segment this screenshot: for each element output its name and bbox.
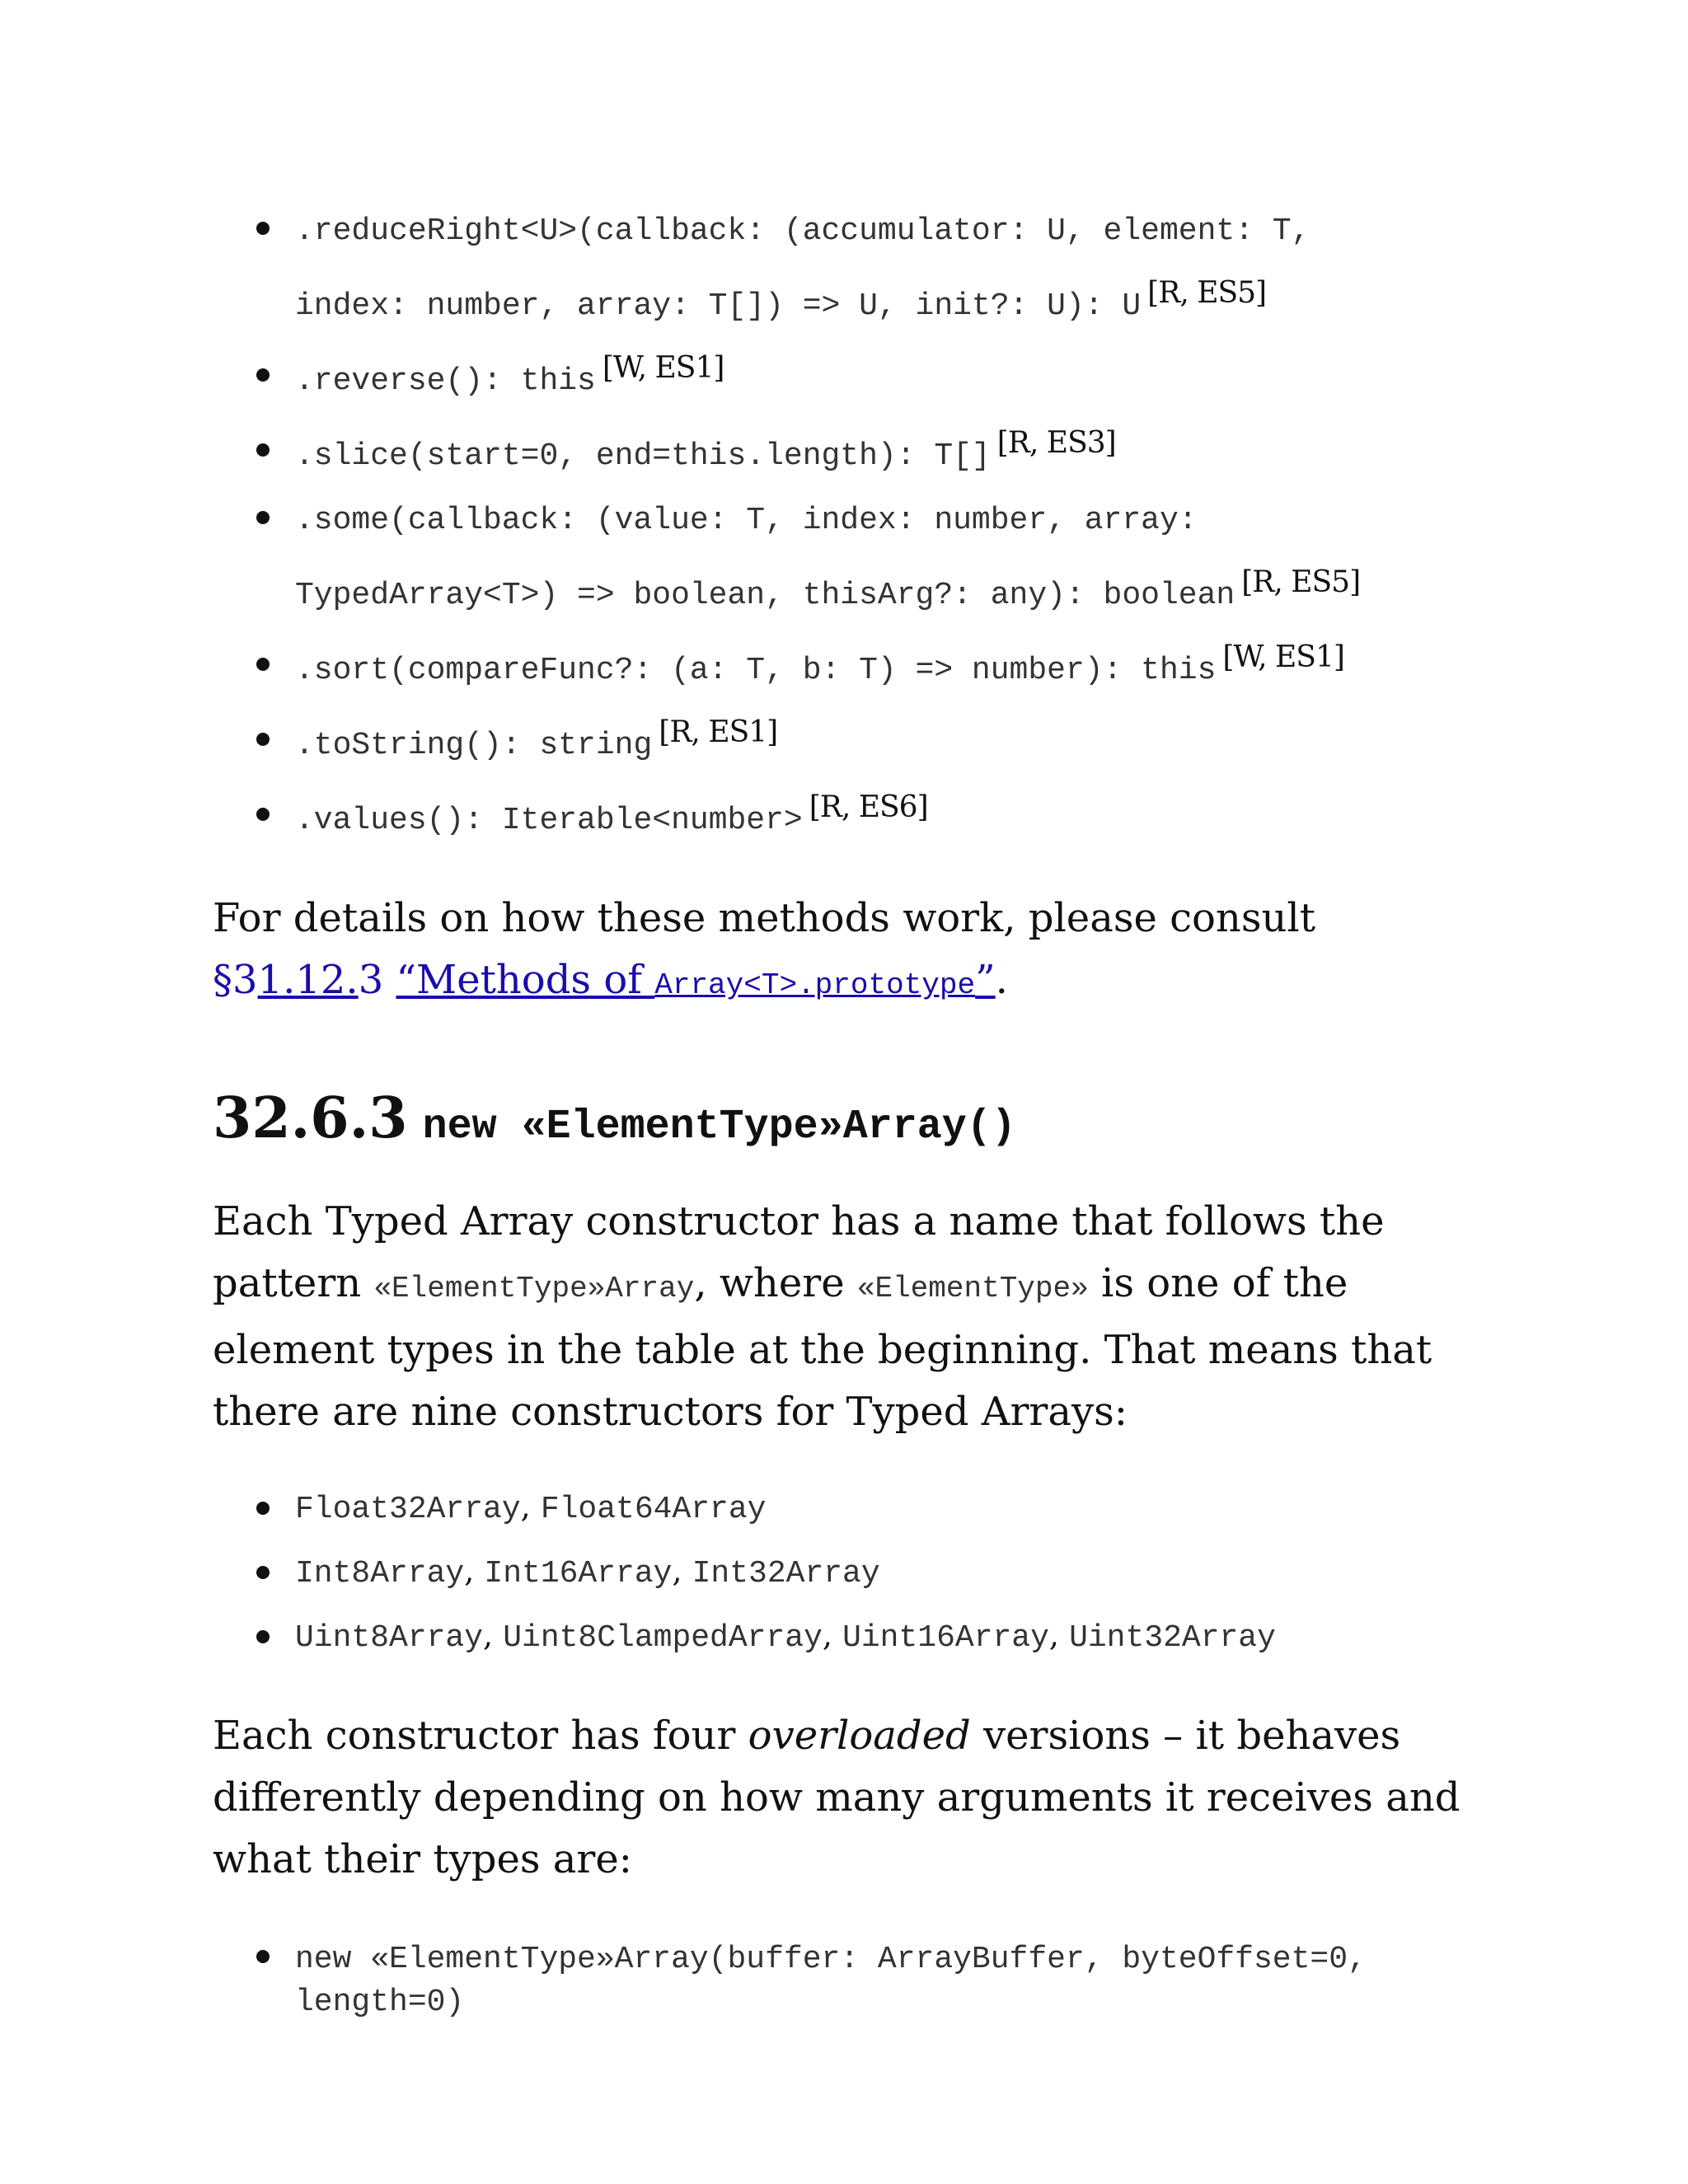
section-heading (213, 1085, 1498, 1151)
method-signature: .toString(): string (295, 728, 653, 763)
method-signature: index: number, array: T[]) => U, init?: U): U (295, 288, 1142, 324)
link-text: 1.12. (257, 957, 359, 1003)
overload-signature: new «ElementType»Array(buffer: ArrayBuffer, byteOffset=0, length=0) (295, 1942, 1367, 2020)
link-text: “Methods of (396, 957, 655, 1003)
paragraph-text: , where (694, 1260, 857, 1306)
bullet-icon (256, 1630, 270, 1643)
emphasis-text: overloaded (748, 1713, 971, 1759)
type-name: Float64Array (540, 1492, 767, 1527)
overload-list (213, 1937, 1498, 2022)
bullet-icon (256, 511, 270, 524)
type-name: Uint8Array (295, 1620, 484, 1656)
method-signature: .values(): Iterable<number> (295, 803, 803, 838)
bullet-icon (256, 222, 270, 235)
intro-paragraph (213, 1191, 1498, 1443)
paragraph-text: Each Typed Array constructor has a name that follows the pattern (213, 1198, 1385, 1306)
list-item (213, 776, 1498, 851)
method-tag: [R, ES1] (659, 715, 778, 749)
list-item (213, 1540, 1498, 1605)
separator: , (822, 1617, 843, 1653)
link-text: §3 (213, 957, 258, 1003)
bullet-icon (256, 443, 270, 457)
method-signature: .reduceRight<U>(callback: (accumulator: U, element: T, (295, 213, 1311, 249)
list-item (213, 626, 1498, 701)
method-tag: [W, ES1] (1222, 640, 1344, 674)
list-item (213, 487, 1498, 626)
paragraph-text: Each constructor has four (213, 1713, 748, 1759)
section-number: 32.6.3 (213, 1085, 408, 1151)
type-name: Float32Array (295, 1492, 521, 1527)
bullet-icon (256, 658, 270, 671)
paragraph-text: versions – it behaves differently depending on how many arguments it receives and what their types are: (213, 1713, 1461, 1882)
inline-code: «ElementType» (856, 1272, 1089, 1305)
list-item (213, 337, 1498, 412)
separator: , (520, 1488, 541, 1525)
method-signature: .sort(compareFunc?: (a: T, b: T) => number): this (295, 653, 1217, 688)
method-signature: TypedArray<T>) => boolean, thisArg?: any): boolean (295, 578, 1236, 613)
type-name: Int16Array (484, 1556, 673, 1591)
separator: , (483, 1617, 504, 1653)
separator: , (672, 1553, 692, 1589)
separator: , (1048, 1617, 1070, 1653)
link-text: 3 (358, 957, 384, 1003)
bullet-icon (256, 733, 270, 746)
link-code: Array<T>.prototype (654, 968, 976, 1002)
method-tag: [R, ES5] (1241, 565, 1361, 599)
link-text: ” (975, 957, 996, 1003)
bullet-icon (256, 808, 270, 821)
inline-code: «ElementType»Array (373, 1272, 695, 1305)
method-tag: [R, ES3] (996, 426, 1116, 460)
method-tag: [W, ES1] (602, 351, 724, 385)
bullet-icon (256, 1950, 270, 1963)
section-title: new «ElementType»Array() (422, 1104, 1016, 1151)
type-name: Int32Array (692, 1556, 880, 1591)
type-name: Uint32Array (1069, 1620, 1276, 1656)
method-signature: .reverse(): this (295, 363, 596, 399)
section-link[interactable] (213, 957, 996, 1003)
type-name: Uint16Array (842, 1620, 1049, 1656)
bullet-icon (256, 1502, 270, 1515)
method-list (213, 198, 1498, 851)
type-name: Int8Array (295, 1556, 465, 1591)
method-tag: [R, ES6] (809, 790, 928, 824)
overloads-paragraph (213, 1705, 1498, 1891)
list-item (213, 1476, 1498, 1540)
separator: , (464, 1553, 485, 1589)
list-item (213, 412, 1498, 487)
page-content (213, 198, 1498, 2022)
list-item (213, 1605, 1498, 1669)
list-item (213, 198, 1498, 337)
paragraph-text: . (995, 957, 1008, 1003)
paragraph-text: For details on how these methods work, please consult (213, 895, 1315, 941)
bullet-icon (256, 1566, 270, 1579)
details-paragraph (213, 888, 1498, 1016)
paragraph-text: is one of the element types in the table at the beginning. That means that there are nine constructors for Typed Arrays: (213, 1260, 1432, 1435)
type-name: Uint8ClampedArray (503, 1620, 823, 1656)
method-signature: .some(callback: (value: T, index: number, array: (295, 503, 1198, 538)
bullet-icon (256, 368, 270, 382)
method-tag: [R, ES5] (1147, 276, 1267, 310)
method-signature: .slice(start=0, end=this.length): T[] (295, 438, 991, 474)
constructor-list (213, 1476, 1498, 1669)
list-item (213, 1937, 1498, 2022)
list-item (213, 701, 1498, 776)
